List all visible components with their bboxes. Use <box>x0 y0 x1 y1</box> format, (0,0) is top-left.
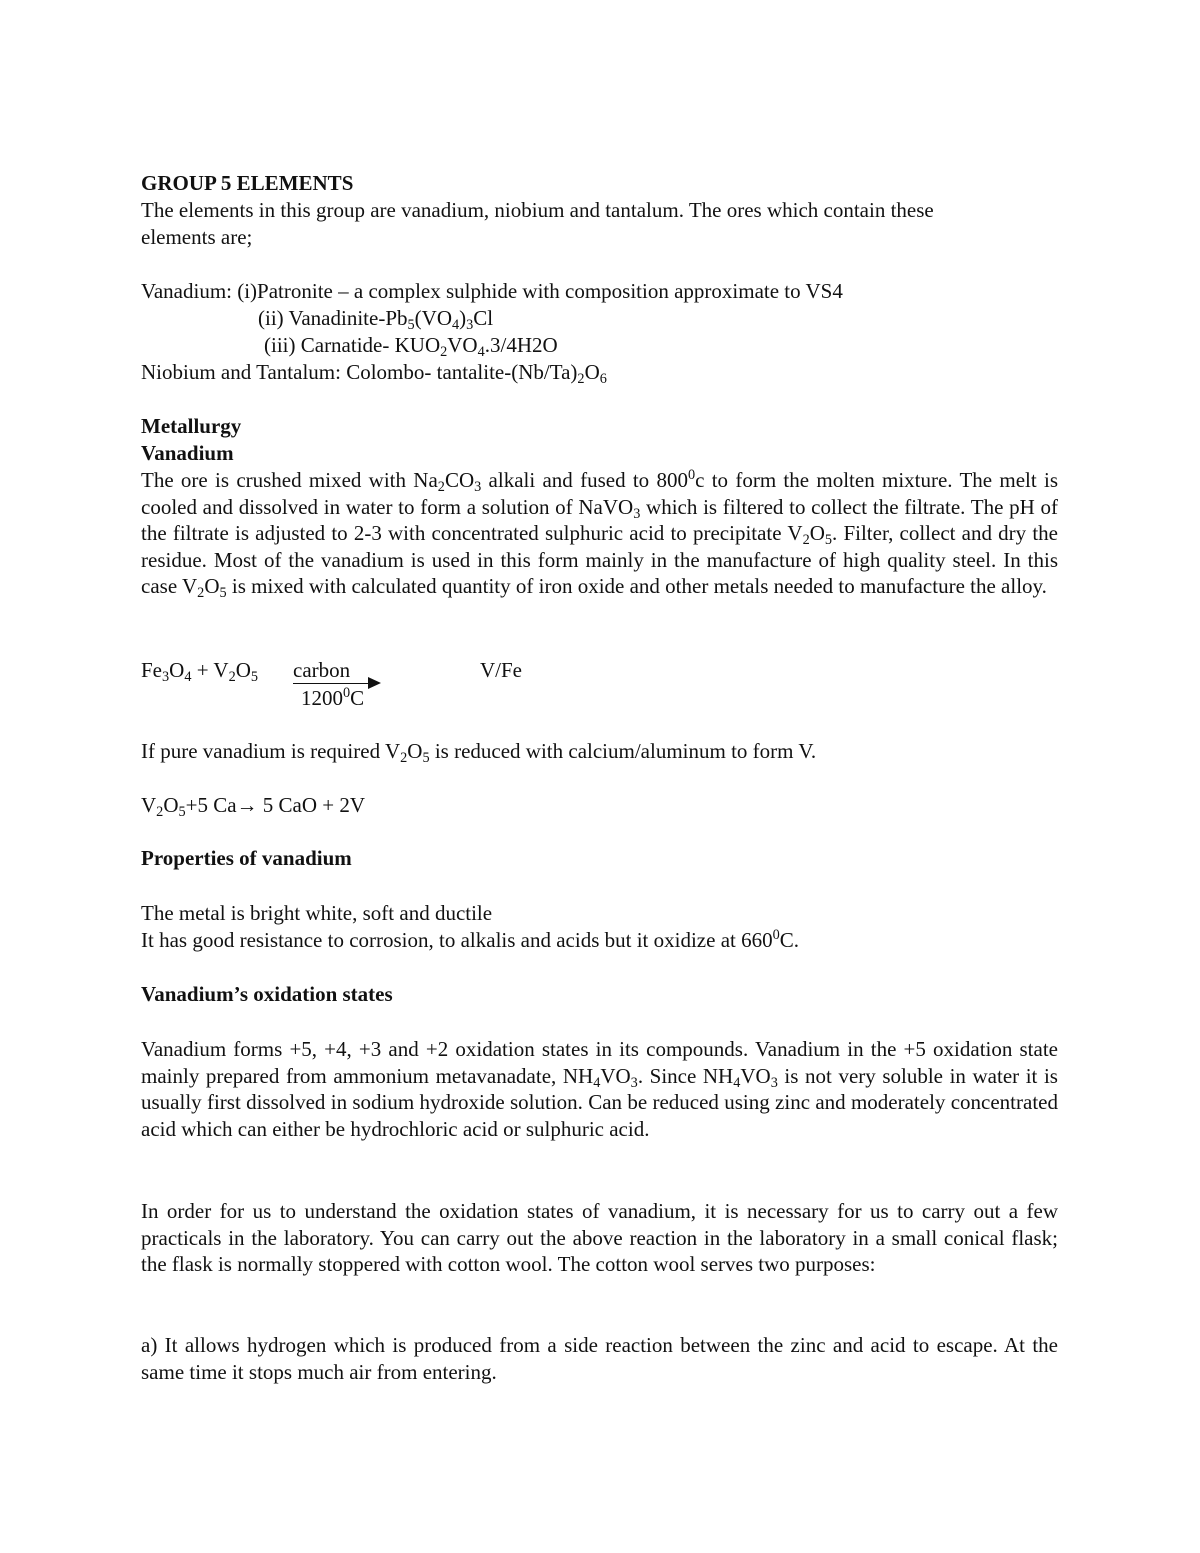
pure-vanadium-text: If pure vanadium is required $V_2O_5$ is reduced with calcium/aluminum to form V. <box>141 739 817 766</box>
intro-line-2: elements are; <box>141 225 253 249</box>
section-heading-oxidation: Vanadium’s oxidation states <box>141 982 393 1006</box>
reaction-arrow <box>293 683 373 684</box>
reaction-arrow-head <box>368 677 381 689</box>
intro-line-1: The elements in this group are vanadium, niobium and tantalum. The ores which contain these <box>141 198 934 222</box>
ore-carnatide: (iii) Carnatide- $KUO_2VO_4.3/4H2O$ <box>264 333 558 360</box>
ore-vanadinite: (ii) Vanadinite-$Pb_5(VO_4)_3Cl$ <box>258 306 494 333</box>
metallurgy-paragraph: The ore is crushed mixed with $Na_2CO_3$ alkali and fused to $800^0c$ to form the molten mixture. The melt is cooled and dissolved in water to form a solution of NaVO$_3$ which is filtered to collect the filtrate. The pH of the filtrate is adjusted to 2-3 with concentrated sulphuric acid to precipitate $V_2O_5$. Filter, collect and dry the residue. Most of the vanadium is used in this form mainly in the manufacture of high quality steel. In this case $V_2O_5$ is mixed with calculated quantity of iron oxide and other metals needed to manufacture the alloy. <box>141 467 1059 601</box>
oxidation-paragraph-2: In order for us to understand the oxidation states of vanadium, it is necessary for us to carry out a few practicals in the laboratory. You can carry out the above reaction in the laboratory in a small conical flask; the flask is normally stoppered with cotton wool. The cotton wool serves two purposes: <box>141 1199 1058 1276</box>
property-line-2: It has good resistance to corrosion, to alkalis and acids but it oxidize at $660^0C$. <box>141 927 800 952</box>
reduction-equation: $V_2O_5+5$ Ca→ 5 CaO + 2V <box>141 793 366 820</box>
subheading-vanadium: Vanadium <box>141 441 234 465</box>
property-line-1: The metal is bright white, soft and ductile <box>141 901 493 925</box>
section-heading-metallurgy: Metallurgy <box>141 414 242 438</box>
oxidation-paragraph-3: a) It allows hydrogen which is produced from a side reaction between the zinc and acid to escape. At the same time it stops much air from entering. <box>141 1333 1058 1384</box>
oxidation-paragraph-1: Vanadium forms +5, +4, +3 and +2 oxidation states in its compounds. Vanadium in the +5 oxidation state mainly prepared from ammonium metavanadate, $NH_4VO_3$. Since $NH_4VO_3$ is not very soluble in water it is usually first dissolved in sodium hydroxide solution. Can be reduced using zinc and moderately concentrated acid which can either be hydrochloric acid or sulphuric acid. <box>141 1037 1058 1141</box>
section-heading-properties: Properties of vanadium <box>141 846 352 870</box>
reaction-temperature: 1200$^0$C <box>301 685 365 710</box>
reaction-catalyst-label: carbon <box>293 658 351 682</box>
reaction-reactants: $Fe_3O_4 + V_2O_5$ <box>141 658 259 685</box>
reaction-product: V/Fe <box>480 658 522 682</box>
page-title: GROUP 5 ELEMENTS <box>141 171 354 195</box>
ore-patronite: Vanadium: (i)Patronite – a complex sulphide with composition approximate to VS4 <box>141 279 843 303</box>
ore-niobium-tantalum: Niobium and Tantalum: Colombo- tantalite-$(Nb/Ta)_2O_6$ <box>141 360 607 387</box>
